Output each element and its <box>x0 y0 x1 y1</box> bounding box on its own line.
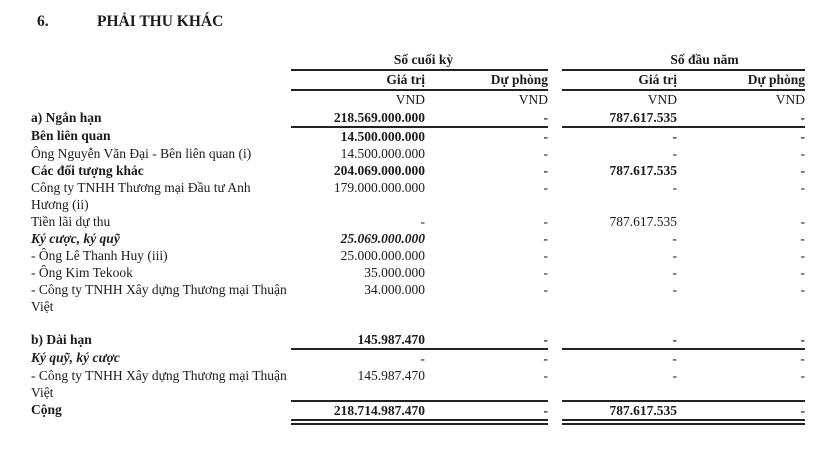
cell-value: - <box>420 351 425 366</box>
table-row <box>0 367 805 401</box>
cell-value: - <box>800 214 805 229</box>
unit-label: VND <box>395 92 425 107</box>
row-label: Công ty TNHH Thương mại Đầu tư Anh Hương (ii) <box>31 180 251 212</box>
table-row <box>0 127 805 145</box>
cell-value: - <box>800 231 805 246</box>
cell-value: - <box>672 282 677 297</box>
cell-value: 787.617.535 <box>609 214 677 229</box>
cell-value: 34.000.000 <box>364 282 425 297</box>
subcolumn-header-row <box>0 70 805 90</box>
cell-value: - <box>800 248 805 263</box>
row-label: a) Ngắn hạn <box>31 110 102 125</box>
unit-label: VND <box>775 92 805 107</box>
cell-value: - <box>425 109 548 127</box>
column-gap <box>548 162 562 179</box>
cell-value: 25.000.000.000 <box>340 248 425 263</box>
cell-value: 145.987.470 <box>291 331 425 349</box>
row-label: - Ông Lê Thanh Huy (iii) <box>31 248 168 263</box>
unit-label: VND <box>518 92 548 107</box>
cell-value: - <box>677 367 805 401</box>
row-label: Ký quỹ, ký cược <box>31 350 120 365</box>
table-row <box>0 281 805 315</box>
cell-value: - <box>800 180 805 195</box>
spacer-row <box>0 315 805 331</box>
column-gap <box>548 349 562 367</box>
cell-value: - <box>543 265 548 280</box>
cell-value: - <box>677 109 805 127</box>
column-gap <box>548 109 562 127</box>
cell-value: 787.617.535 <box>609 163 677 178</box>
cell-value: - <box>543 180 548 195</box>
column-gap <box>548 264 562 281</box>
table-row <box>0 109 805 127</box>
header-spacer-cell <box>0 90 291 109</box>
cell-value: 145.987.470 <box>291 367 425 401</box>
row-label: - Ông Kim Tekook <box>31 265 133 280</box>
unit-row <box>0 90 805 109</box>
row-label: Ký cược, ký quỹ <box>31 231 120 246</box>
cell-value: - <box>543 146 548 161</box>
cell-value: - <box>562 367 677 401</box>
unit-label: VND <box>647 92 677 107</box>
table-header <box>0 51 805 109</box>
cell-value: - <box>425 367 548 401</box>
table-row <box>0 349 805 367</box>
cell-value: - <box>672 129 677 144</box>
row-label: - Công ty TNHH Xây dựng Thương mại Thuận Việt <box>31 282 287 314</box>
header-spacer-cell <box>0 70 291 90</box>
cell-value: - <box>672 180 677 195</box>
section-heading <box>0 0 840 31</box>
row-label: b) Dài hạn <box>31 332 92 347</box>
table-body <box>0 109 805 422</box>
column-header-value: Giá trị <box>291 70 425 90</box>
column-gap <box>548 127 562 145</box>
cell-value: 35.000.000 <box>364 265 425 280</box>
table-row <box>0 145 805 162</box>
column-gap <box>548 230 562 247</box>
cell-value: - <box>800 265 805 280</box>
cell-value: - <box>800 146 805 161</box>
column-gap <box>548 179 562 213</box>
column-gap <box>548 145 562 162</box>
cell-value: - <box>425 331 548 349</box>
row-label: Các đối tượng khác <box>31 163 144 178</box>
column-header-provision: Dự phòng <box>425 70 548 90</box>
cell-value: - <box>672 248 677 263</box>
cell-value: 14.500.000.000 <box>340 146 425 161</box>
cell-value: - <box>425 401 548 422</box>
cell-value: - <box>420 214 425 229</box>
column-gap <box>548 213 562 230</box>
cell-value: 25.069.000.000 <box>340 231 425 246</box>
spacer-cell <box>0 315 805 331</box>
cell-value: 218.714.987.470 <box>291 401 425 422</box>
cell-value: - <box>543 214 548 229</box>
cell-value: - <box>672 351 677 366</box>
column-gap <box>548 70 562 90</box>
cell-value: - <box>672 146 677 161</box>
cell-value: - <box>677 401 805 422</box>
column-gap <box>548 51 562 70</box>
column-gap <box>548 367 562 401</box>
cell-value: - <box>562 331 677 349</box>
column-gap <box>548 281 562 315</box>
cell-value: 218.569.000.000 <box>291 109 425 127</box>
row-label: Cộng <box>31 402 62 417</box>
row-label: Ông Nguyễn Văn Đại - Bên liên quan (i) <box>31 146 252 161</box>
column-gap <box>548 331 562 349</box>
group-header-row <box>0 51 805 70</box>
cell-value: - <box>800 163 805 178</box>
header-spacer-cell <box>0 51 291 70</box>
cell-value: 787.617.535 <box>562 401 677 422</box>
column-header-value: Giá trị <box>562 70 677 90</box>
table-row <box>0 213 805 230</box>
cell-value: - <box>543 231 548 246</box>
cell-value: - <box>543 129 548 144</box>
table-row <box>0 331 805 349</box>
column-gap <box>548 90 562 109</box>
row-label: Tiền lãi dự thu <box>31 214 111 229</box>
cell-value: - <box>677 331 805 349</box>
table-row <box>0 162 805 179</box>
column-header-provision: Dự phòng <box>677 70 805 90</box>
column-gap <box>548 401 562 422</box>
column-group-beginning-balance: Số đầu năm <box>562 51 805 70</box>
cell-value: - <box>672 265 677 280</box>
cell-value: - <box>543 282 548 297</box>
cell-value: - <box>800 282 805 297</box>
table-row <box>0 230 805 247</box>
column-group-ending-balance: Số cuối kỳ <box>291 51 548 70</box>
cell-value: - <box>543 248 548 263</box>
table-row <box>0 247 805 264</box>
table-row <box>0 179 805 213</box>
receivables-table <box>0 51 805 425</box>
table-row <box>0 401 805 422</box>
cell-value: 14.500.000.000 <box>340 129 425 144</box>
row-label: - Công ty TNHH Xây dựng Thương mại Thuận Việt <box>31 368 287 400</box>
row-label: Bên liên quan <box>31 128 111 143</box>
table-row <box>0 264 805 281</box>
cell-value: - <box>543 163 548 178</box>
section-number: 6. <box>37 13 49 30</box>
section-title: PHẢI THU KHÁC <box>97 13 224 30</box>
cell-value: - <box>672 231 677 246</box>
cell-value: 179.000.000.000 <box>333 180 425 195</box>
cell-value: 787.617.535 <box>562 109 677 127</box>
cell-value: - <box>800 129 805 144</box>
cell-value: - <box>543 351 548 366</box>
cell-value: - <box>800 351 805 366</box>
column-gap <box>548 247 562 264</box>
cell-value: 204.069.000.000 <box>333 163 425 178</box>
